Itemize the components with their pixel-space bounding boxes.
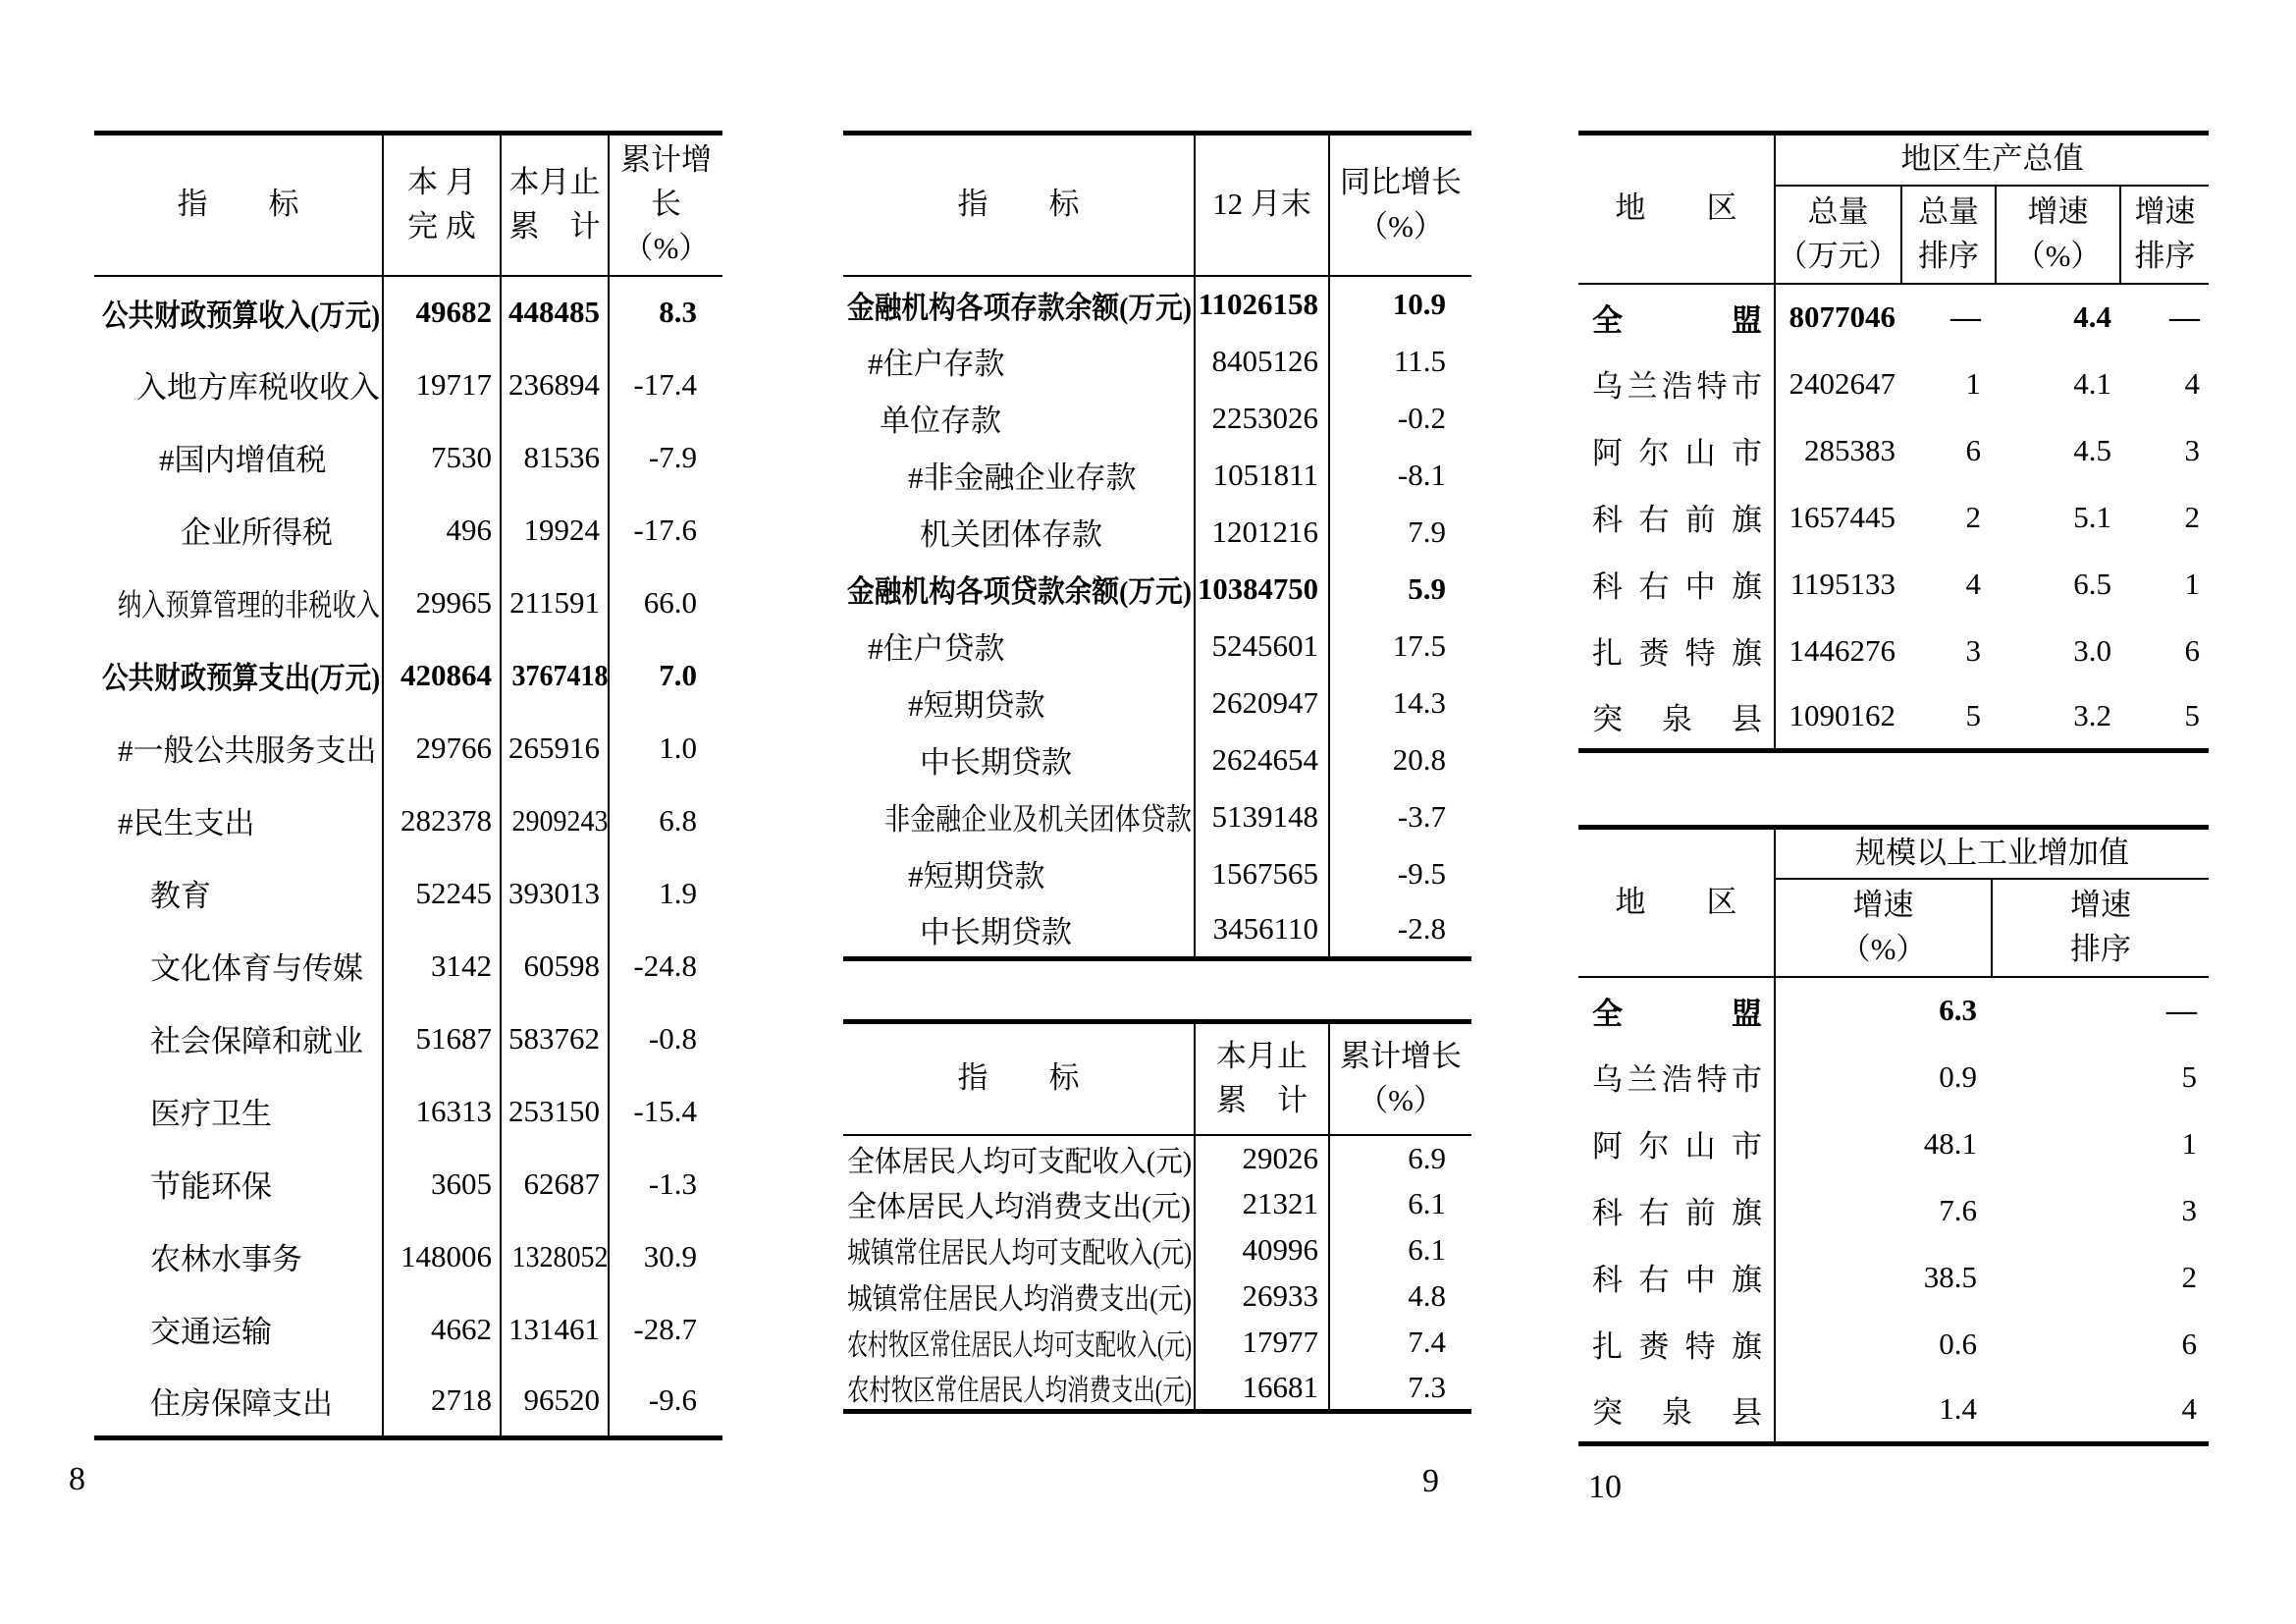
value-cell: 1 xyxy=(2181,1125,2197,1161)
indicator-label: 机关团体存款 xyxy=(920,517,1102,552)
value-cell: 265916 xyxy=(508,730,600,765)
value-cell: 5.9 xyxy=(1408,570,1446,606)
table-row xyxy=(1578,618,2209,684)
table-row xyxy=(94,1148,722,1220)
indicator-label: 教育 xyxy=(150,879,211,913)
value-cell: 7.4 xyxy=(1408,1325,1446,1359)
value-cell: -2.8 xyxy=(1397,911,1446,947)
header-row xyxy=(843,1022,1471,1135)
value-cell: -1.3 xyxy=(648,1165,697,1201)
indicator-label: #国内增值税 xyxy=(159,443,327,477)
value-cell: 1567565 xyxy=(1211,855,1318,891)
table-row xyxy=(1578,977,2209,1044)
table-row xyxy=(843,1366,1471,1412)
indicator-label: #民生支出 xyxy=(118,806,255,840)
value-cell: 4 xyxy=(1965,566,1981,601)
value-cell: -28.7 xyxy=(633,1311,697,1346)
value-cell: 7.9 xyxy=(1408,514,1446,549)
table-row xyxy=(94,857,722,930)
table-row xyxy=(94,639,722,712)
table-row xyxy=(843,1227,1471,1273)
indicator-label: 节能环保 xyxy=(150,1169,272,1204)
indicator-label: 医疗卫生 xyxy=(150,1097,272,1131)
value-cell: 285383 xyxy=(1804,432,1896,467)
value-cell: 52245 xyxy=(415,875,492,910)
value-cell: 16681 xyxy=(1242,1369,1318,1404)
value-cell: 6.1 xyxy=(1408,1232,1446,1267)
value-cell: -3.7 xyxy=(1397,798,1446,834)
value-cell: 6 xyxy=(2181,1326,2197,1361)
page-number: 8 xyxy=(69,1461,85,1497)
value-column-header: 同比增长 （%） xyxy=(1329,134,1471,276)
value-cell: -0.2 xyxy=(1397,400,1446,435)
value-cell: -9.5 xyxy=(1397,855,1446,891)
value-cell: 48.1 xyxy=(1923,1125,1977,1161)
indicator-label: 城镇常住居民人均消费支出(元) xyxy=(847,1283,1192,1316)
table-row xyxy=(843,902,1471,959)
value-cell: 2 xyxy=(2181,1259,2197,1294)
table-row xyxy=(94,349,722,421)
value-cell: 7530 xyxy=(431,439,492,474)
value-cell: 6.1 xyxy=(1408,1186,1446,1220)
indicator-label: #住户贷款 xyxy=(868,631,1005,666)
indicator-label: 中长期贷款 xyxy=(920,745,1072,780)
table-row xyxy=(94,785,722,857)
table-row xyxy=(1578,1378,2209,1444)
value-cell: 4 xyxy=(2184,365,2200,401)
fiscal-budget-table xyxy=(94,131,722,1440)
indicator-label: #住户存款 xyxy=(868,347,1005,381)
value-cell: 11026158 xyxy=(1198,287,1318,321)
value-cell: 49682 xyxy=(415,295,492,329)
value-cell: 81536 xyxy=(523,439,600,474)
value-cell: 448485 xyxy=(508,295,600,329)
table-row xyxy=(94,712,722,785)
value-cell: 38.5 xyxy=(1923,1259,1977,1294)
table-row xyxy=(843,561,1471,618)
region-name: 阿尔山市 xyxy=(1578,1110,1775,1177)
region-name: 科右中旗 xyxy=(1578,551,1775,618)
sub-column-header: 增速 （%） xyxy=(1775,879,1992,977)
table-row xyxy=(1578,1177,2209,1244)
table-row xyxy=(1578,284,2209,351)
value-cell: 8.3 xyxy=(659,295,697,329)
sub-column-header: 增速 排序 xyxy=(1992,879,2209,977)
group-header-row xyxy=(1578,134,2209,186)
value-cell: 6.5 xyxy=(2073,566,2111,601)
value-cell: 3605 xyxy=(431,1165,492,1201)
table-row xyxy=(843,845,1471,902)
value-cell: 29026 xyxy=(1242,1140,1318,1175)
indicator-label: 全体居民人均消费支出(元) xyxy=(847,1191,1191,1223)
value-cell: 3142 xyxy=(431,947,492,983)
value-cell: 10.9 xyxy=(1392,287,1446,321)
value-cell: 5 xyxy=(2181,1058,2197,1094)
region-name: 全盟 xyxy=(1578,977,1775,1044)
value-cell: 6 xyxy=(2184,632,2200,668)
value-cell: 21321 xyxy=(1242,1186,1318,1220)
resident-income-table xyxy=(843,1019,1471,1414)
value-cell: -7.9 xyxy=(648,439,697,474)
table-row xyxy=(843,1320,1471,1366)
value-cell: 29965 xyxy=(415,584,492,620)
table-row xyxy=(843,618,1471,675)
value-cell: 7.0 xyxy=(659,657,697,692)
table-row xyxy=(843,504,1471,561)
value-cell: 496 xyxy=(446,512,492,547)
value-cell: 6 xyxy=(1965,432,1981,467)
financial-deposits-loans-table xyxy=(843,131,1471,961)
value-cell: 51687 xyxy=(415,1020,492,1056)
value-cell: 2 xyxy=(1965,499,1981,534)
value-cell: -15.4 xyxy=(633,1093,697,1128)
indicator-label: 金融机构各项贷款余额(万元) xyxy=(847,574,1193,609)
value-cell: 583762 xyxy=(508,1020,600,1056)
table-row xyxy=(1578,484,2209,551)
value-cell: 5 xyxy=(1965,698,1981,733)
value-cell: 3.2 xyxy=(2073,698,2111,733)
region-name: 阿尔山市 xyxy=(1578,417,1775,484)
table-row xyxy=(843,731,1471,788)
value-cell: 1201216 xyxy=(1211,514,1318,549)
value-cell: 66.0 xyxy=(643,584,697,620)
value-column-header: 本月止 累 计 xyxy=(501,134,609,276)
value-cell: 2253026 xyxy=(1211,400,1318,435)
value-cell: -17.6 xyxy=(633,512,697,547)
page-number: 9 xyxy=(1422,1463,1439,1499)
indicator-label: 非金融企业及机关团体贷款 xyxy=(884,802,1192,837)
table-row xyxy=(1578,684,2209,751)
region-column-header: 地 区 xyxy=(1578,828,1775,977)
value-cell: 4.5 xyxy=(2073,432,2111,467)
value-cell: 1.0 xyxy=(659,730,697,765)
table-row xyxy=(94,1220,722,1293)
table-row xyxy=(843,390,1471,447)
value-cell: — xyxy=(2166,993,2197,1027)
table-row xyxy=(94,567,722,639)
value-cell: -24.8 xyxy=(633,947,697,983)
table-row xyxy=(1578,351,2209,417)
table-row xyxy=(843,1273,1471,1320)
value-cell: 3.0 xyxy=(2073,632,2111,668)
table-row xyxy=(1578,1044,2209,1110)
value-cell: 4.1 xyxy=(2073,365,2111,401)
indicator-label: 全体居民人均可支配收入(元) xyxy=(847,1145,1193,1178)
value-cell: 1328052 xyxy=(511,1238,609,1273)
value-cell: -0.8 xyxy=(648,1020,697,1056)
value-cell: 11.5 xyxy=(1393,343,1446,378)
value-cell: 5 xyxy=(2184,698,2200,733)
value-cell: 4.4 xyxy=(2073,299,2111,334)
value-cell: 19717 xyxy=(415,366,492,402)
indicator-label: 公共财政预算收入(万元) xyxy=(102,298,381,333)
value-cell: 148006 xyxy=(400,1238,492,1273)
header-row xyxy=(843,134,1471,276)
indicator-label: 文化体育与传媒 xyxy=(150,951,363,986)
indicator-label: 入地方库税收收入 xyxy=(136,370,380,405)
table-row xyxy=(843,788,1471,845)
value-cell: 3 xyxy=(2181,1192,2197,1227)
value-cell: — xyxy=(1950,299,1981,334)
value-cell: 1090162 xyxy=(1789,698,1896,733)
value-cell: 20.8 xyxy=(1392,741,1446,777)
value-cell: 0.9 xyxy=(1939,1058,1977,1094)
region-name: 乌兰浩特市 xyxy=(1578,1044,1775,1110)
value-column-header: 累计增长 （%） xyxy=(1329,1022,1471,1135)
value-cell: -8.1 xyxy=(1397,457,1446,492)
indicator-label: 农村牧区常住居民人均消费支出(元) xyxy=(847,1374,1193,1407)
value-cell: 4662 xyxy=(431,1311,492,1346)
indicator-label: 企业所得税 xyxy=(181,515,333,550)
table-row xyxy=(843,276,1471,333)
table-row xyxy=(843,675,1471,731)
value-cell: 14.3 xyxy=(1392,684,1446,720)
group-header: 地区生产总值 xyxy=(1775,134,2209,186)
indicator-label: 农林水事务 xyxy=(150,1242,302,1276)
indicator-label: 纳入预算管理的非税收入 xyxy=(118,588,381,623)
header-row xyxy=(94,134,722,276)
value-cell: 282378 xyxy=(400,802,492,838)
value-cell: 211591 xyxy=(509,584,600,620)
value-column-header: 累计增长 （%） xyxy=(609,134,722,276)
value-cell: 1.9 xyxy=(659,875,697,910)
indicator-column-header: 指 标 xyxy=(843,134,1195,276)
region-name: 扎赉特旗 xyxy=(1578,618,1775,684)
table-row xyxy=(843,1181,1471,1227)
table-row xyxy=(94,1075,722,1148)
value-cell: 8077046 xyxy=(1789,299,1896,334)
value-cell: 6.9 xyxy=(1408,1140,1446,1175)
table-row xyxy=(843,333,1471,390)
table-row xyxy=(94,930,722,1002)
indicator-label: #一般公共服务支出 xyxy=(118,733,377,768)
sub-column-header: 增速 排序 xyxy=(2120,186,2209,284)
table-row xyxy=(94,276,722,349)
value-cell: 2909243 xyxy=(511,802,609,838)
value-cell: 5.1 xyxy=(2073,499,2111,534)
table-row xyxy=(1578,1110,2209,1177)
value-cell: 2620947 xyxy=(1211,684,1318,720)
value-cell: 6.8 xyxy=(659,802,697,838)
value-cell: 393013 xyxy=(508,875,600,910)
value-cell: 131461 xyxy=(508,1311,600,1346)
value-cell: 6.3 xyxy=(1939,993,1977,1027)
indicator-label: #短期贷款 xyxy=(908,688,1045,723)
industrial-added-value-table xyxy=(1578,825,2209,1446)
indicator-label: 公共财政预算支出(万元) xyxy=(102,661,381,695)
indicator-label: 交通运输 xyxy=(150,1315,272,1349)
value-cell: 17.5 xyxy=(1392,627,1446,663)
table-row xyxy=(1578,1244,2209,1311)
value-cell: 420864 xyxy=(400,657,492,692)
indicator-label: 金融机构各项存款余额(万元) xyxy=(847,290,1193,325)
table-row xyxy=(94,1293,722,1366)
value-cell: 1446276 xyxy=(1789,632,1896,668)
value-cell: 5139148 xyxy=(1211,798,1318,834)
region-name: 科右前旗 xyxy=(1578,484,1775,551)
value-cell: 2624654 xyxy=(1211,741,1318,777)
value-cell: 3 xyxy=(2184,432,2200,467)
sub-column-header: 总量 排序 xyxy=(1901,186,1996,284)
regional-gdp-table xyxy=(1578,131,2209,753)
region-column-header: 地 区 xyxy=(1578,134,1775,284)
value-cell: 4 xyxy=(2181,1391,2197,1427)
value-cell: 3 xyxy=(1965,632,1981,668)
table-row xyxy=(1578,417,2209,484)
indicator-column-header: 指 标 xyxy=(94,134,383,276)
region-name: 科右前旗 xyxy=(1578,1177,1775,1244)
table-row xyxy=(94,1366,722,1438)
region-name: 科右中旗 xyxy=(1578,1244,1775,1311)
indicator-label: 中长期贷款 xyxy=(920,914,1072,949)
value-column-header: 本月止 累 计 xyxy=(1195,1022,1329,1135)
value-cell: 30.9 xyxy=(643,1238,697,1273)
value-cell: 26933 xyxy=(1242,1278,1318,1313)
table-row xyxy=(94,1002,722,1075)
region-name: 乌兰浩特市 xyxy=(1578,351,1775,417)
value-cell: 7.3 xyxy=(1408,1369,1446,1404)
value-cell: 3456110 xyxy=(1212,911,1318,947)
indicator-label: 住房保障支出 xyxy=(150,1385,333,1421)
value-column-header: 12 月末 xyxy=(1195,134,1329,276)
value-cell: 19924 xyxy=(523,512,600,547)
sub-column-header: 增速 （%） xyxy=(1996,186,2120,284)
value-cell: 10384750 xyxy=(1197,570,1318,606)
value-cell: 1.4 xyxy=(1939,1391,1977,1427)
indicator-label: 单位存款 xyxy=(880,404,1001,438)
table-row xyxy=(843,1135,1471,1181)
value-cell: 2402647 xyxy=(1789,365,1896,401)
value-cell: 16313 xyxy=(415,1093,492,1128)
value-cell: — xyxy=(2169,299,2200,334)
value-cell: 7.6 xyxy=(1939,1192,1977,1227)
page-number: 10 xyxy=(1588,1469,1622,1505)
region-name: 突泉县 xyxy=(1578,1378,1775,1444)
region-name: 扎赉特旗 xyxy=(1578,1311,1775,1378)
value-cell: 1 xyxy=(2184,566,2200,601)
value-cell: 60598 xyxy=(523,947,600,983)
value-cell: 1195133 xyxy=(1789,566,1896,601)
value-cell: 40996 xyxy=(1242,1232,1318,1267)
region-name: 全盟 xyxy=(1578,284,1775,351)
indicator-column-header: 指 标 xyxy=(843,1022,1195,1135)
value-cell: 0.6 xyxy=(1939,1326,1977,1361)
value-cell: 236894 xyxy=(508,366,600,402)
value-cell: 96520 xyxy=(523,1382,600,1418)
value-cell: 5245601 xyxy=(1211,627,1318,663)
indicator-label: 社会保障和就业 xyxy=(150,1024,363,1058)
region-name: 突泉县 xyxy=(1578,684,1775,751)
sub-column-header: 总量 （万元） xyxy=(1775,186,1901,284)
indicator-label: 农村牧区常住居民人均可支配收入(元) xyxy=(847,1329,1192,1362)
table-row xyxy=(1578,551,2209,618)
value-cell: 1 xyxy=(1965,365,1981,401)
value-cell: 3767418 xyxy=(511,657,609,692)
group-header: 规模以上工业增加值 xyxy=(1775,828,2209,879)
value-cell: 2718 xyxy=(431,1382,492,1418)
indicator-label: #短期贷款 xyxy=(908,859,1045,893)
indicator-label: #非金融企业存款 xyxy=(908,460,1137,495)
value-column-header: 本 月 完 成 xyxy=(383,134,501,276)
value-cell: 1657445 xyxy=(1789,499,1896,534)
table-row xyxy=(1578,1311,2209,1378)
value-cell: 62687 xyxy=(523,1165,600,1201)
table-row xyxy=(94,421,722,494)
table-row xyxy=(843,447,1471,504)
value-cell: -9.6 xyxy=(648,1382,697,1418)
value-cell: 253150 xyxy=(508,1093,600,1128)
value-cell: 8405126 xyxy=(1211,343,1318,378)
value-cell: 17977 xyxy=(1242,1325,1318,1359)
value-cell: -17.4 xyxy=(633,366,697,402)
value-cell: 2 xyxy=(2184,499,2200,534)
table-row xyxy=(94,494,722,567)
indicator-label: 城镇常住居民人均可支配收入(元) xyxy=(847,1237,1193,1270)
value-cell: 1051811 xyxy=(1212,457,1318,492)
value-cell: 4.8 xyxy=(1408,1278,1446,1313)
group-header-row xyxy=(1578,828,2209,879)
value-cell: 29766 xyxy=(415,730,492,765)
